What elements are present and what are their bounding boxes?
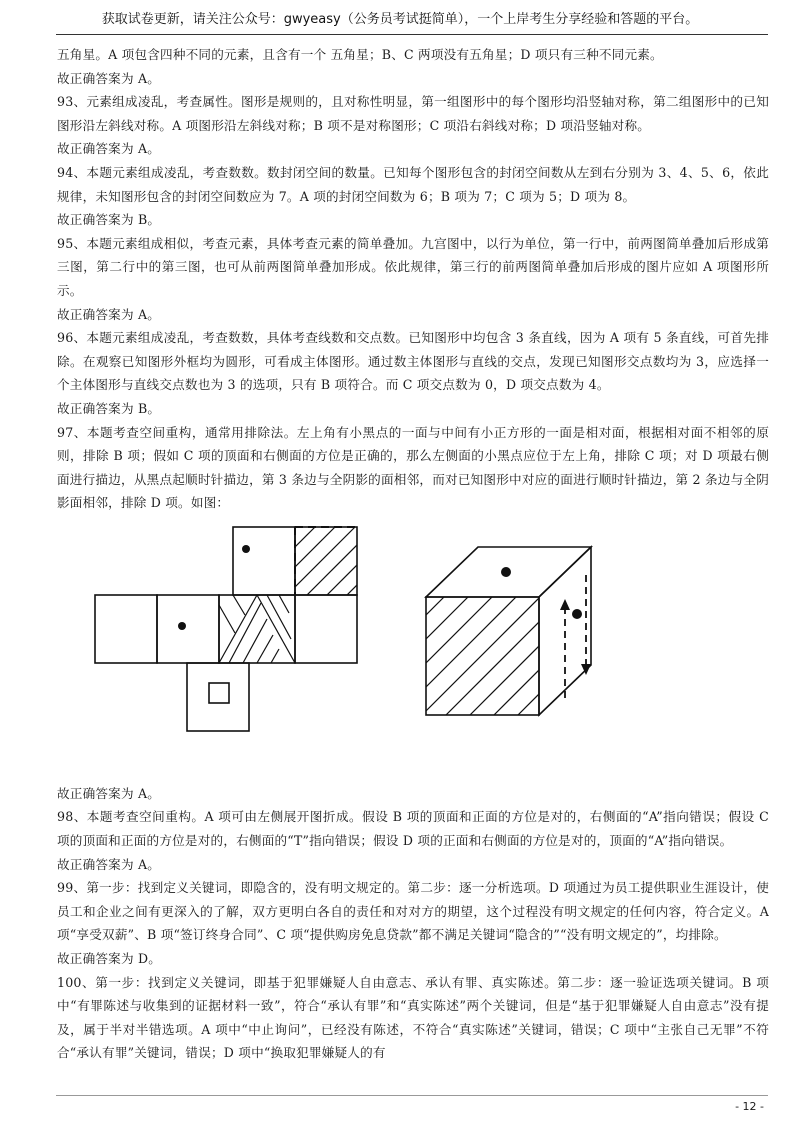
cube-dot-right bbox=[572, 609, 582, 619]
paragraph-q100: 100、第一步：找到定义关键词，即基于犯罪嫌疑人自由意志、承认有罪、真实陈述。第二步：逐一验证选项关键词。B 项中“有罪陈述与收集到的证据材料一致”，符合“承认有罪”和“真实陈述”两个关键词，但是“基于犯罪嫌疑人自由意志”没有提及，属于半对半错选项。A 项中“中止询问”，已经没有陈述，不符合“真实陈述”关键词，错误；C 项中“主张自己无罪”不符合“承认有罪”关键词，错误；D 项中“换取犯罪嫌疑人的有 bbox=[57, 974, 769, 1061]
net-face-right bbox=[295, 595, 357, 663]
net-face-top-dot bbox=[233, 527, 295, 595]
net-face-left bbox=[95, 595, 157, 663]
paragraph-q97: 97、本题考查空间重构，通常用排除法。左上角有小黑点的一面与中间有小正方形的一面是相对面，根据相对面不相邻的原则，排除 B 项；假如 C 项的顶面和右侧面的方位是正确的，那么左侧面的小黑点应位于左上角，排除 C 项；对 D 项最右侧面进行描边，从黑点起顺时针描边，第 3 条边与全阴影的面相邻，而对已知图形中对应的面进行顺时针描边，第 2 条边与全阴影面相邻，排除 D 项。如图： bbox=[57, 424, 769, 511]
paragraph-q96: 96、本题元素组成凌乱，考查数数，具体考查线数和交点数。已知图形中均包含 3 条直线，因为 A 项有 5 条直线，可首先排除。在观察已知图形外框均为圆形，可看成主体图形。通过数主体图形与直线的交点，发现已知图形交点数均为 3，应选择一个主体图形与直线交点数也为 3 的选项，只有 B 项符合。而 C 项交点数为 0，D 项交点数为 4。 bbox=[57, 330, 769, 393]
cube-net bbox=[95, 527, 357, 731]
net-face-triangles bbox=[219, 595, 295, 663]
paragraph-q93: 93、元素组成凌乱，考查属性。图形是规则的，且对称性明显，第一组图形中的每个图形均沿竖轴对称，第二组图形中的已知图形沿左斜线对称。A 项图形沿左斜线对称；B 项不是对称图形；C 项沿右斜线对称；D 项沿竖轴对称。 bbox=[57, 94, 769, 133]
net-face-dot bbox=[157, 595, 219, 663]
page-header: 获取试卷更新，请关注公众号：gwyeasy（公务员考试挺简单），一个上岸考生分享经验和答题的平台。 bbox=[101, 12, 699, 27]
answer-q92: 故正确答案为 A。 bbox=[57, 70, 161, 86]
arrow-up-icon bbox=[560, 599, 570, 610]
paragraph-q94: 94、本题元素组成凌乱，考查数数。数封闭空间的数量。已知每个图形包含的封闭空间数从左到右分别为 3、4、5、6，依此规律，未知图形包含的封闭空间数应为 7。A 项的封闭空间数为 6；B 项为 7；C 项为 5；D 项为 8。 bbox=[57, 164, 769, 204]
net-dot-top bbox=[242, 545, 250, 553]
answer-q96: 故正确答案为 B。 bbox=[57, 400, 161, 416]
cube-front-hatching bbox=[426, 597, 636, 717]
net-hatching bbox=[295, 527, 415, 599]
net-face-bottom-square bbox=[187, 663, 249, 731]
answer-q94: 故正确答案为 B。 bbox=[57, 212, 161, 228]
answer-q97: 故正确答案为 A。 bbox=[57, 785, 161, 801]
net-inner-square bbox=[209, 683, 229, 703]
paragraph-q98: 98、本题考查空间重构。A 项可由左侧展开图折成。假设 B 项的顶面和正面的方位是对的，右侧面的“A”指向错误；假设 C 项的顶面和正面的方位是对的，右侧面的“T”指向错误；假设 D 项的正面和右侧面的方位是对的，顶面的“A”指向错误。 bbox=[57, 809, 769, 849]
cube-figure-svg bbox=[57, 515, 769, 780]
net-dot-face bbox=[178, 622, 186, 630]
answer-q99: 故正确答案为 D。 bbox=[57, 951, 162, 967]
page-number: - 12 - bbox=[735, 1100, 764, 1113]
cube-dot-top bbox=[501, 567, 511, 577]
header-divider bbox=[56, 34, 768, 35]
page-content bbox=[57, 43, 769, 1065]
answer-q93: 故正确答案为 A。 bbox=[57, 141, 161, 157]
paragraph-q99: 99、第一步：找到定义关键词，即隐含的，没有明文规定的。第二步：逐一分析选项。D 项通过为员工提供职业生涯设计，使员工和企业之间有更深入的了解，双方更明白各自的责任和对对方的期望，这个过程没有明文规定的任何内容，符合定义。A 项“享受双薪”、B 项“签订终身合同”、C 项“提供购房免息贷款”都不满足关键词“隐含的”“没有明文规定的”，均排除。 bbox=[57, 880, 769, 943]
footer-divider bbox=[56, 1095, 768, 1096]
net-triangle-lines bbox=[219, 595, 295, 663]
answer-q98: 故正确答案为 A。 bbox=[57, 856, 161, 872]
cube-net-and-cube-figure bbox=[57, 515, 769, 780]
answer-q95: 故正确答案为 A。 bbox=[57, 306, 161, 322]
paragraph-q92-cont: 五角星。A 项包含四种不同的元素，且含有一个 五角星；B、C 两项没有五角星；D 项只有三种不同元素。 bbox=[57, 47, 663, 62]
paragraph-q95: 95、本题元素组成相似，考查元素，具体考查元素的简单叠加。九宫图中，以行为单位，第一行中，前两图简单叠加后形成第三图，第二行中的第三图，也可从前两图简单叠加形成。依此规律，第三行的前两图简单叠加后形成的图片应如 A 项图形所示。 bbox=[57, 235, 769, 298]
